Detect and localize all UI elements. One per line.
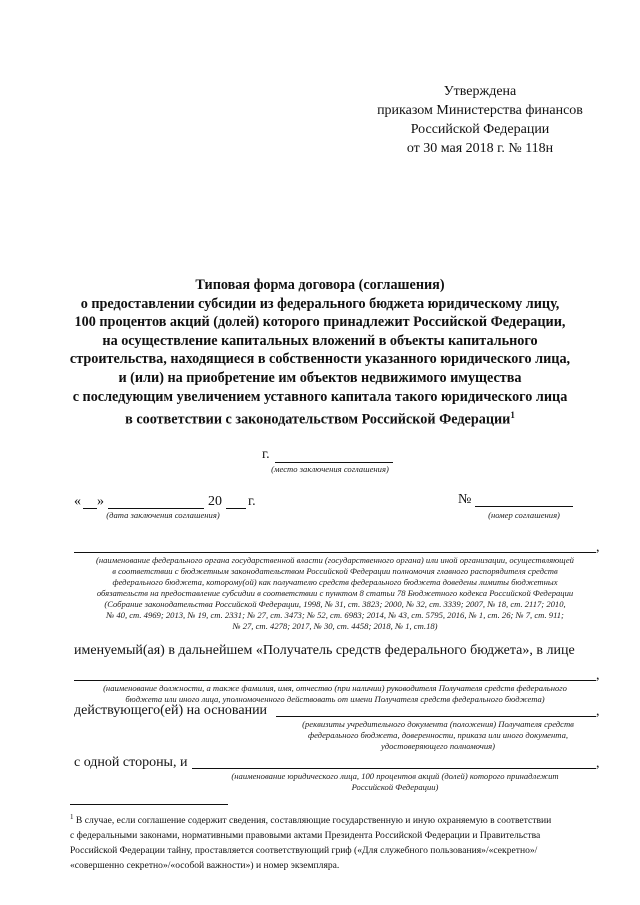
document-title: [40, 276, 600, 429]
authority-caption-line-2: в соответствии с бюджетным законодательством Российской Федерации полномочия главного распорядителя средств: [112, 566, 558, 576]
title-line-8: [40, 406, 600, 429]
number-caption: (номер соглашения): [488, 510, 560, 520]
title-line-6: и (или) на приобретение им объектов недвижимого имущества: [118, 369, 522, 386]
authority-comma: ,: [596, 540, 600, 555]
party-caption: [200, 771, 590, 793]
title-line-3: 100 процентов акций (долей) которого принадлежит Российской Федерации,: [74, 314, 566, 331]
recipient-text: именуемый(ая) в дальнейшем «Получатель средств федерального бюджета», в лице: [74, 643, 575, 658]
basis-caption-line-2: федерального бюджета, доверенности, приказа или иного документа,: [307, 730, 569, 740]
official-caption-line-1: (наименование должности, а также фамилия, имя, отчество (при наличии) руководителя Получателя средств федерального: [103, 683, 567, 693]
date-caption: (дата заключения соглашения): [106, 510, 220, 520]
basis-field[interactable]: [276, 716, 596, 717]
official-comma: ,: [596, 668, 600, 683]
approval-line-4: от 30 мая 2018 г. № 118н: [406, 141, 554, 156]
footnote-line-1-text: В случае, если соглашение содержит сведения, составляющие государственную и иную охраняемую в соответствии: [73, 815, 552, 827]
official-field[interactable]: [74, 680, 596, 681]
title-line-5: строительства, находящиеся в собственности указанного юридического лица,: [69, 351, 571, 368]
authority-caption-line-1: (наименование федерального органа государственной власти (государственного органа) или иной организации, осуществляющей: [96, 555, 574, 565]
title-line-2: о предоставлении субсидии из федерального бюджета юридическому лицу,: [80, 295, 560, 312]
basis-label: действующего(ей) на основании: [74, 703, 268, 718]
approval-line-1: Утверждена: [443, 84, 517, 99]
title-line-7: с последующим увеличением уставного капитала такого юридического лица: [72, 388, 568, 405]
date-year-prefix: 20: [208, 494, 222, 509]
basis-caption-line-3: удостоверяющего полномочия): [380, 741, 496, 751]
title-line-4: на осуществление капитальных вложений в объекты капитального: [102, 332, 538, 349]
authority-caption: [62, 555, 608, 632]
footnote-line-3: Российской Федерации тайну, проставляется соответствующий гриф («Для служебного пользования»/«секретно»/: [70, 845, 538, 857]
footnote: [70, 810, 610, 873]
official-caption-line-2: бюджета или иного лица, уполномоченного действовать от имени Получателя средств федерального бюджета): [125, 694, 545, 704]
place-field[interactable]: [275, 462, 393, 463]
title-line-1: Типовая форма договора (соглашения): [195, 277, 445, 293]
place-caption: (место заключения соглашения): [271, 464, 389, 474]
date-suffix: г.: [248, 494, 256, 509]
footnote-line-2: с федеральными законами, нормативными правовыми актами Президента Российской Федерации и Правительства: [70, 830, 541, 842]
party-field[interactable]: [192, 768, 596, 769]
basis-comma: ,: [596, 704, 600, 719]
date-close-quote: »: [97, 494, 104, 509]
approval-line-3: Российской Федерации: [410, 122, 550, 137]
number-field[interactable]: [475, 506, 573, 507]
authority-caption-line-6: № 40, ст. 4969; 2013, № 19, ст. 2331; № 27, ст. 3473; № 52, ст. 6983; 2014, № 43, ст. 5795, 2016, № 1, ст. 26; № 7, ст. 911;: [106, 610, 564, 620]
date-open-quote: «: [74, 494, 81, 509]
approval-line-2: приказом Министерства финансов: [377, 103, 583, 118]
party-comma: ,: [596, 756, 600, 771]
authority-caption-line-3: федерального бюджета, которому(ой) как получателю средств федерального бюджета доведены лимиты бюджетных: [112, 577, 558, 587]
authority-caption-line-5: (Собрание законодательства Российской Федерации, 1998, № 31, ст. 3823; 2000, № 32, ст. 3339; 2007, № 18, ст. 2117; 2010,: [104, 599, 566, 609]
authority-caption-line-7: № 27, ст. 4278; 2017, № 30, ст. 4458; 2018, № 1, ст.18): [232, 621, 438, 631]
date-month-field[interactable]: [108, 508, 204, 509]
approval-block: [360, 82, 600, 158]
footnote-line-4: «совершенно секретно»/«особой важности») и номер экземпляра.: [70, 860, 340, 872]
place-prefix: г.: [262, 447, 270, 462]
authority-caption-line-4: обязательств на предоставление субсидии в соответствии с пунктом 8 статьи 78 Бюджетного кодекса Российской Федерации: [96, 588, 574, 598]
party-caption-line-2: Российской Федерации): [351, 782, 439, 792]
date-year-field[interactable]: [226, 508, 246, 509]
title-footnote-mark: 1: [510, 410, 515, 421]
footnote-separator: [70, 804, 228, 805]
footnote-mark: 1: [70, 813, 74, 821]
basis-caption-line-1: (реквизиты учредительного документа (положения) Получателя средств: [302, 719, 574, 729]
number-prefix: №: [458, 492, 472, 507]
authority-field[interactable]: [74, 552, 596, 553]
footnote-line-1: [70, 810, 610, 828]
party-caption-line-1: (наименование юридического лица, 100 процентов акций (долей) которого принадлежит: [231, 771, 559, 781]
date-day-field[interactable]: [83, 508, 97, 509]
title-line-8-text: в соответствии с законодательством Российской Федерации: [125, 411, 511, 428]
party-label: с одной стороны, и: [74, 755, 188, 770]
basis-caption: [282, 719, 594, 752]
